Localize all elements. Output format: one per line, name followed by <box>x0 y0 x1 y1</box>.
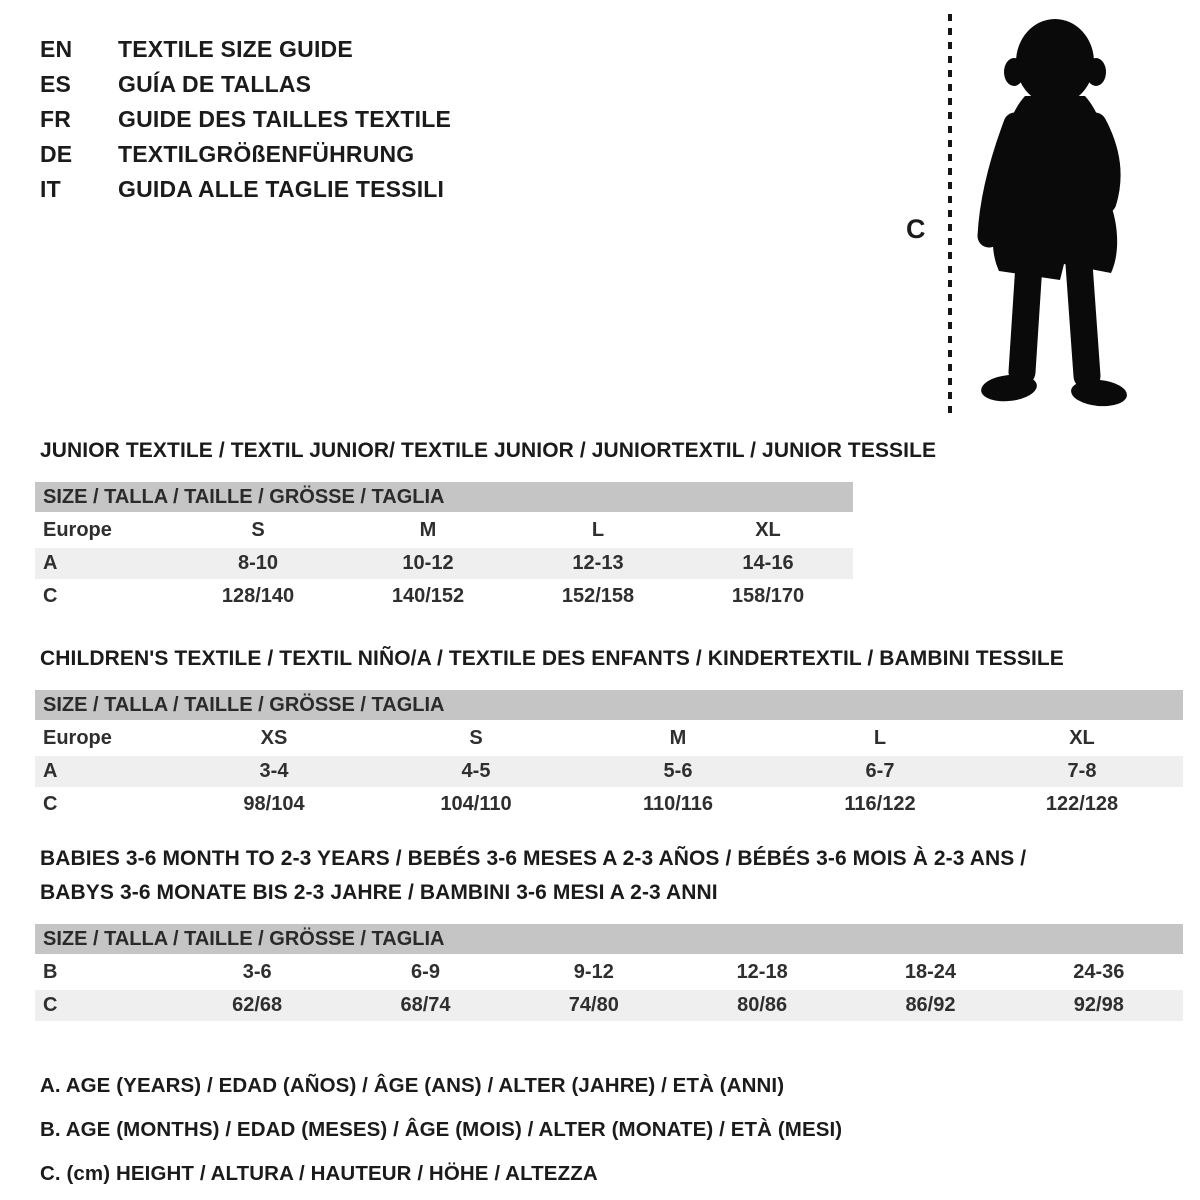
language-row <box>40 102 451 137</box>
size-cell: S <box>251 519 265 541</box>
language-row <box>40 172 451 207</box>
size-cell: 8-10 <box>237 552 279 574</box>
language-code: EN <box>40 36 73 62</box>
size-cell: 7-8 <box>1067 760 1097 782</box>
size-cell: 116/122 <box>844 793 916 815</box>
language-code: IT <box>40 176 61 202</box>
row-label: A <box>43 760 58 782</box>
size-header-bar: SIZE / TALLA / TAILLE / GRÖSSE / TAGLIA <box>35 482 853 512</box>
size-cell: M <box>419 519 437 541</box>
section-title-line: BABIES 3-6 MONTH TO 2-3 YEARS / BEBÉS 3-6 MESES A 2-3 AÑOS / BÉBÉS 3-6 MOIS À 2-3 ANS / <box>40 847 1027 870</box>
language-row <box>40 32 451 67</box>
size-cell: 9-12 <box>573 961 614 983</box>
size-cell: 5-6 <box>663 760 693 782</box>
language-row <box>40 137 451 172</box>
size-cell: 140/152 <box>391 585 465 607</box>
size-cell: 62/68 <box>232 994 283 1016</box>
footnote-block <box>40 1064 842 1196</box>
size-cell: 3-6 <box>242 961 272 983</box>
size-cell: 24-36 <box>1073 961 1125 983</box>
size-cell: 3-4 <box>259 760 289 782</box>
size-cell: 74/80 <box>568 994 619 1016</box>
row-label: C <box>43 585 58 607</box>
row-label: B <box>43 961 58 983</box>
language-title: GUIDA ALLE TAGLIE TESSILI <box>118 176 445 202</box>
size-cell: 6-7 <box>865 760 895 782</box>
size-cell: 10-12 <box>402 552 454 574</box>
size-cell: 110/116 <box>642 793 714 815</box>
size-cell: 12-18 <box>736 961 788 983</box>
size-cell: 12-13 <box>572 552 624 574</box>
size-cell: L <box>591 519 605 541</box>
table-row <box>35 957 1183 988</box>
section-title-line: JUNIOR TEXTILE / TEXTIL JUNIOR/ TEXTILE JUNIOR / JUNIORTEXTIL / JUNIOR TESSILE <box>40 439 937 462</box>
language-code: DE <box>40 141 73 167</box>
size-section <box>35 642 1183 822</box>
row-label: C <box>43 994 58 1016</box>
language-title: GUIDE DES TAILLES TEXTILE <box>118 106 451 132</box>
size-cell: 4-5 <box>461 760 491 782</box>
footnote-line: C. (cm) HEIGHT / ALTURA / HAUTEUR / HÖHE / ALTEZZA <box>40 1162 598 1185</box>
size-cell: 122/128 <box>1045 793 1119 815</box>
size-cell: 98/104 <box>243 793 305 815</box>
section-title-line: BABYS 3-6 MONATE BIS 2-3 JAHRE / BAMBINI 3-6 MESI A 2-3 ANNI <box>40 881 718 904</box>
section-title <box>40 842 1183 910</box>
size-cell: 6-9 <box>411 961 440 983</box>
footnote-line: A. AGE (YEARS) / EDAD (AÑOS) / ÂGE (ANS) / ALTER (JAHRE) / ETÀ (ANNI) <box>40 1074 785 1097</box>
language-row <box>40 67 451 102</box>
language-title: TEXTILE SIZE GUIDE <box>118 36 353 62</box>
size-cell: XL <box>1069 727 1095 749</box>
size-cell: 80/86 <box>737 994 788 1016</box>
size-section <box>35 434 937 614</box>
row-label: A <box>43 552 58 574</box>
size-cell: 104/110 <box>440 793 512 815</box>
row-label: Europe <box>43 519 112 541</box>
size-cell: M <box>669 727 687 749</box>
section-title <box>40 642 1183 676</box>
row-label: C <box>43 793 58 815</box>
size-cell: 86/92 <box>905 994 956 1016</box>
section-title <box>40 434 937 468</box>
size-cell: 14-16 <box>742 552 794 574</box>
size-cell: XS <box>260 727 288 749</box>
size-header-bar: SIZE / TALLA / TAILLE / GRÖSSE / TAGLIA <box>35 924 1183 954</box>
size-section <box>35 842 1183 1023</box>
size-cell: 152/158 <box>561 585 635 607</box>
language-title: GUÍA DE TALLAS <box>118 71 312 97</box>
size-cell: L <box>873 727 887 749</box>
table-row <box>35 548 853 579</box>
table-row <box>35 581 853 612</box>
size-cell: XL <box>755 519 781 541</box>
table-row <box>35 756 1183 787</box>
height-dashed-line <box>948 14 952 418</box>
language-code: FR <box>40 106 72 132</box>
size-cell: 158/170 <box>731 585 805 607</box>
language-title: TEXTILGRÖßENFÜHRUNG <box>118 141 415 167</box>
size-cell: 18-24 <box>904 961 957 983</box>
table-row <box>35 515 853 546</box>
size-cell: 68/74 <box>400 994 451 1016</box>
footnote-line: B. AGE (MONTHS) / EDAD (MESES) / ÂGE (MOIS) / ALTER (MONATE) / ETÀ (MESI) <box>40 1118 843 1141</box>
size-cell: 128/140 <box>221 585 295 607</box>
height-measure-label: C <box>906 214 926 244</box>
row-label: Europe <box>43 727 112 749</box>
table-row <box>35 789 1183 820</box>
table-row <box>35 723 1183 754</box>
toddler-silhouette-icon <box>957 10 1149 420</box>
section-title-line: CHILDREN'S TEXTILE / TEXTIL NIÑO/A / TEXTILE DES ENFANTS / KINDERTEXTIL / BAMBINI TESSILE <box>40 647 1064 670</box>
size-header-bar: SIZE / TALLA / TAILLE / GRÖSSE / TAGLIA <box>35 690 1183 720</box>
language-title-block <box>40 32 451 207</box>
language-code: ES <box>40 71 72 97</box>
table-row <box>35 990 1183 1021</box>
size-cell: 92/98 <box>1073 994 1124 1016</box>
size-cell: S <box>469 727 483 749</box>
